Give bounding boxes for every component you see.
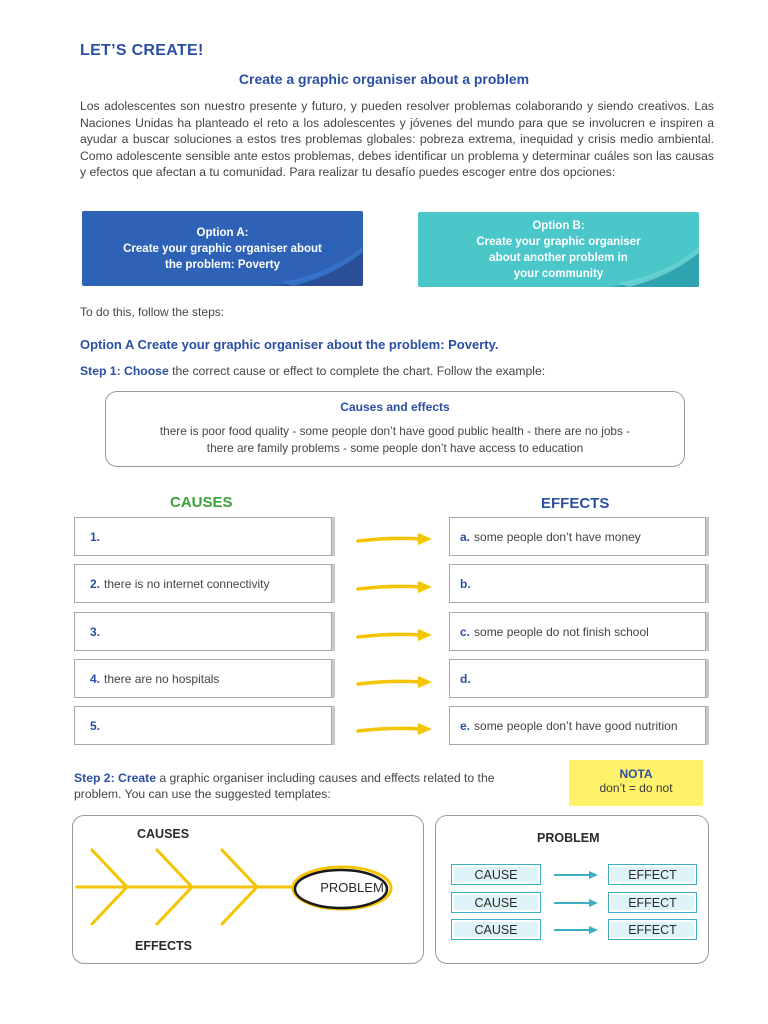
cause-number: 4. — [90, 671, 101, 686]
nota-text: don’t = do not — [599, 781, 673, 795]
page-subtitle: Create a graphic organiser about a problem — [238, 71, 530, 87]
option-a-line2: Create your graphic organiser about — [123, 242, 322, 255]
effect-letter: a. — [460, 529, 471, 544]
step2-label: Step 2: — [74, 771, 115, 785]
option-b-line4: your community — [513, 267, 604, 280]
nota-sticky-note — [569, 760, 703, 806]
cause-row-2[interactable] — [74, 564, 332, 603]
effect-text: some people do not finish school — [474, 624, 649, 639]
effect-row-d[interactable] — [449, 659, 706, 698]
cause-number: 1. — [90, 529, 101, 544]
template-cause-box: CAUSE — [451, 919, 541, 940]
word-bank-line-1: there is poor food quality - some people don’t have good public health - there are no jobs - — [159, 424, 631, 438]
fishbone-effects-label: EFFECTS — [135, 939, 192, 953]
arrow-right-icon — [553, 925, 599, 935]
option-b-card[interactable] — [418, 212, 699, 287]
causes-effects-word-bank — [105, 391, 685, 467]
arrow-right-icon — [356, 580, 434, 594]
effect-letter: e. — [460, 718, 471, 733]
template-cause-box: CAUSE — [451, 864, 541, 885]
option-a-card[interactable] — [82, 211, 363, 286]
cause-number: 3. — [90, 624, 101, 639]
arrow-right-icon — [553, 898, 599, 908]
arrow-right-icon — [553, 870, 599, 880]
effect-row-e[interactable] — [449, 706, 706, 745]
option-a-heading: Option A Create your graphic organiser about the problem: Poverty. — [80, 337, 499, 352]
nota-title: NOTA — [619, 767, 653, 781]
arrow-right-icon — [356, 628, 434, 642]
effect-letter: d. — [460, 671, 471, 686]
fishbone-problem-label: PROBLEM — [320, 880, 384, 895]
effect-letter: c. — [460, 624, 471, 639]
option-a-title: Option A: — [196, 226, 249, 239]
effect-row-b[interactable] — [449, 564, 706, 603]
effect-row-a[interactable] — [449, 517, 706, 556]
effects-heading: EFFECTS — [541, 495, 610, 512]
template-problem-title: PROBLEM — [537, 831, 600, 845]
cause-number: 2. — [90, 576, 101, 591]
follow-steps-text: To do this, follow the steps: — [80, 305, 225, 319]
template-effect-box: EFFECT — [608, 892, 697, 913]
cause-row-3[interactable] — [74, 612, 332, 651]
step1-verb: Choose — [124, 364, 169, 378]
template-cause-box: CAUSE — [451, 892, 541, 913]
template-effect-box: EFFECT — [608, 919, 697, 940]
cause-row-4[interactable] — [74, 659, 332, 698]
effect-letter: b. — [460, 576, 471, 591]
intro-paragraph: Los adolescentes son nuestro presente y futuro, y pueden resolver problemas colaborando y siendo creativos. Las Naciones Unidas ha planteado el reto a los adolescentes y jóvenes del mundo para que se involucren e inspiren a ayudar a buscar soluciones a estos tres problemas globales: pobreza extrema, inequidad y crisis medio ambiental. Como adolescente sensible ante estos problemas, debes identificar un problema y determinar cuáles son las causas y efectos que afectan a tu comunidad. Para realizar tu desafío puedes escoger entre dos opciones: — [80, 99, 714, 179]
step2-instruction — [74, 770, 544, 802]
arrow-right-icon — [356, 675, 434, 689]
arrow-right-icon — [356, 722, 434, 736]
page-title: LET’S CREATE! — [80, 42, 204, 59]
option-a-line3: the problem: Poverty — [164, 258, 281, 271]
cause-number: 5. — [90, 718, 101, 733]
option-b-line2: Create your graphic organiser — [476, 235, 641, 248]
step1-text: the correct cause or effect to complete the chart. Follow the example: — [172, 364, 546, 378]
step1-label: Step 1: — [80, 364, 121, 378]
word-bank-title: Causes and effects — [340, 400, 450, 414]
effect-text: some people don’t have good nutrition — [474, 718, 678, 733]
effect-row-c[interactable] — [449, 612, 706, 651]
step1-instruction — [80, 364, 545, 378]
cause-row-1[interactable] — [74, 517, 332, 556]
step2-text: a graphic organiser including causes and effects related to the problem. You can use the suggested templates: — [74, 771, 495, 801]
option-b-title: Option B: — [532, 219, 585, 232]
word-bank-line-2: there are family problems - some people don’t have access to education — [206, 441, 584, 455]
template-effect-box: EFFECT — [608, 864, 697, 885]
cause-row-5[interactable] — [74, 706, 332, 745]
cause-text: there is no internet connectivity — [104, 576, 270, 591]
arrow-right-icon — [356, 532, 434, 546]
step2-verb: Create — [118, 771, 156, 785]
causes-heading: CAUSES — [170, 494, 233, 511]
option-b-line3: about another problem in — [489, 251, 628, 264]
fishbone-causes-label: CAUSES — [137, 827, 190, 841]
effect-text: some people don’t have money — [474, 529, 641, 544]
cause-text: there are no hospitals — [104, 671, 220, 686]
